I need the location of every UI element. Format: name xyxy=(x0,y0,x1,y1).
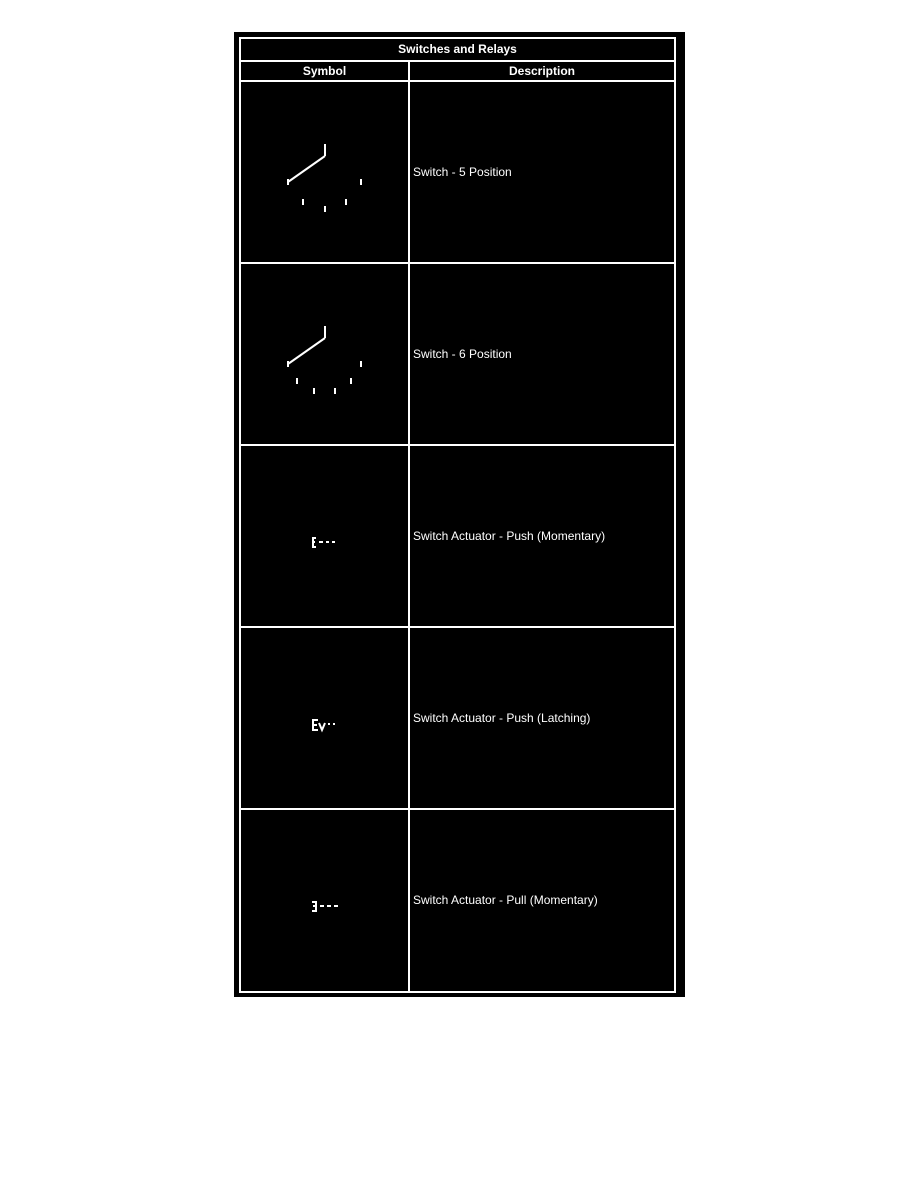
table-row xyxy=(241,446,674,628)
switch-5-position-icon xyxy=(241,82,408,262)
description-cell: Switch Actuator - Pull (Momentary) xyxy=(413,893,598,907)
description-cell: Switch Actuator - Push (Momentary) xyxy=(413,529,606,543)
actuator-push-latching-icon xyxy=(241,628,408,808)
switch-6-position-icon xyxy=(241,264,408,444)
table-row xyxy=(241,82,674,264)
switches-relays-table xyxy=(234,32,685,997)
symbol-cell xyxy=(241,628,408,808)
symbol-cell xyxy=(241,264,408,444)
table-row xyxy=(241,810,674,990)
description-cell: Switch Actuator - Push (Latching) xyxy=(413,711,591,725)
header-symbol: Symbol xyxy=(302,64,347,78)
description-cell: Switch - 5 Position xyxy=(413,165,512,179)
symbol-cell xyxy=(241,82,408,262)
header-description: Description xyxy=(508,64,575,78)
table-header-row xyxy=(241,62,674,82)
symbol-cell xyxy=(241,446,408,626)
table-row xyxy=(241,264,674,446)
table-title: Switches and Relays xyxy=(241,39,674,62)
table-frame xyxy=(239,37,676,993)
actuator-pull-momentary-icon xyxy=(241,810,408,990)
table-row xyxy=(241,628,674,810)
symbol-cell xyxy=(241,810,408,990)
description-cell: Switch - 6 Position xyxy=(413,347,512,361)
actuator-push-momentary-icon xyxy=(241,446,408,626)
